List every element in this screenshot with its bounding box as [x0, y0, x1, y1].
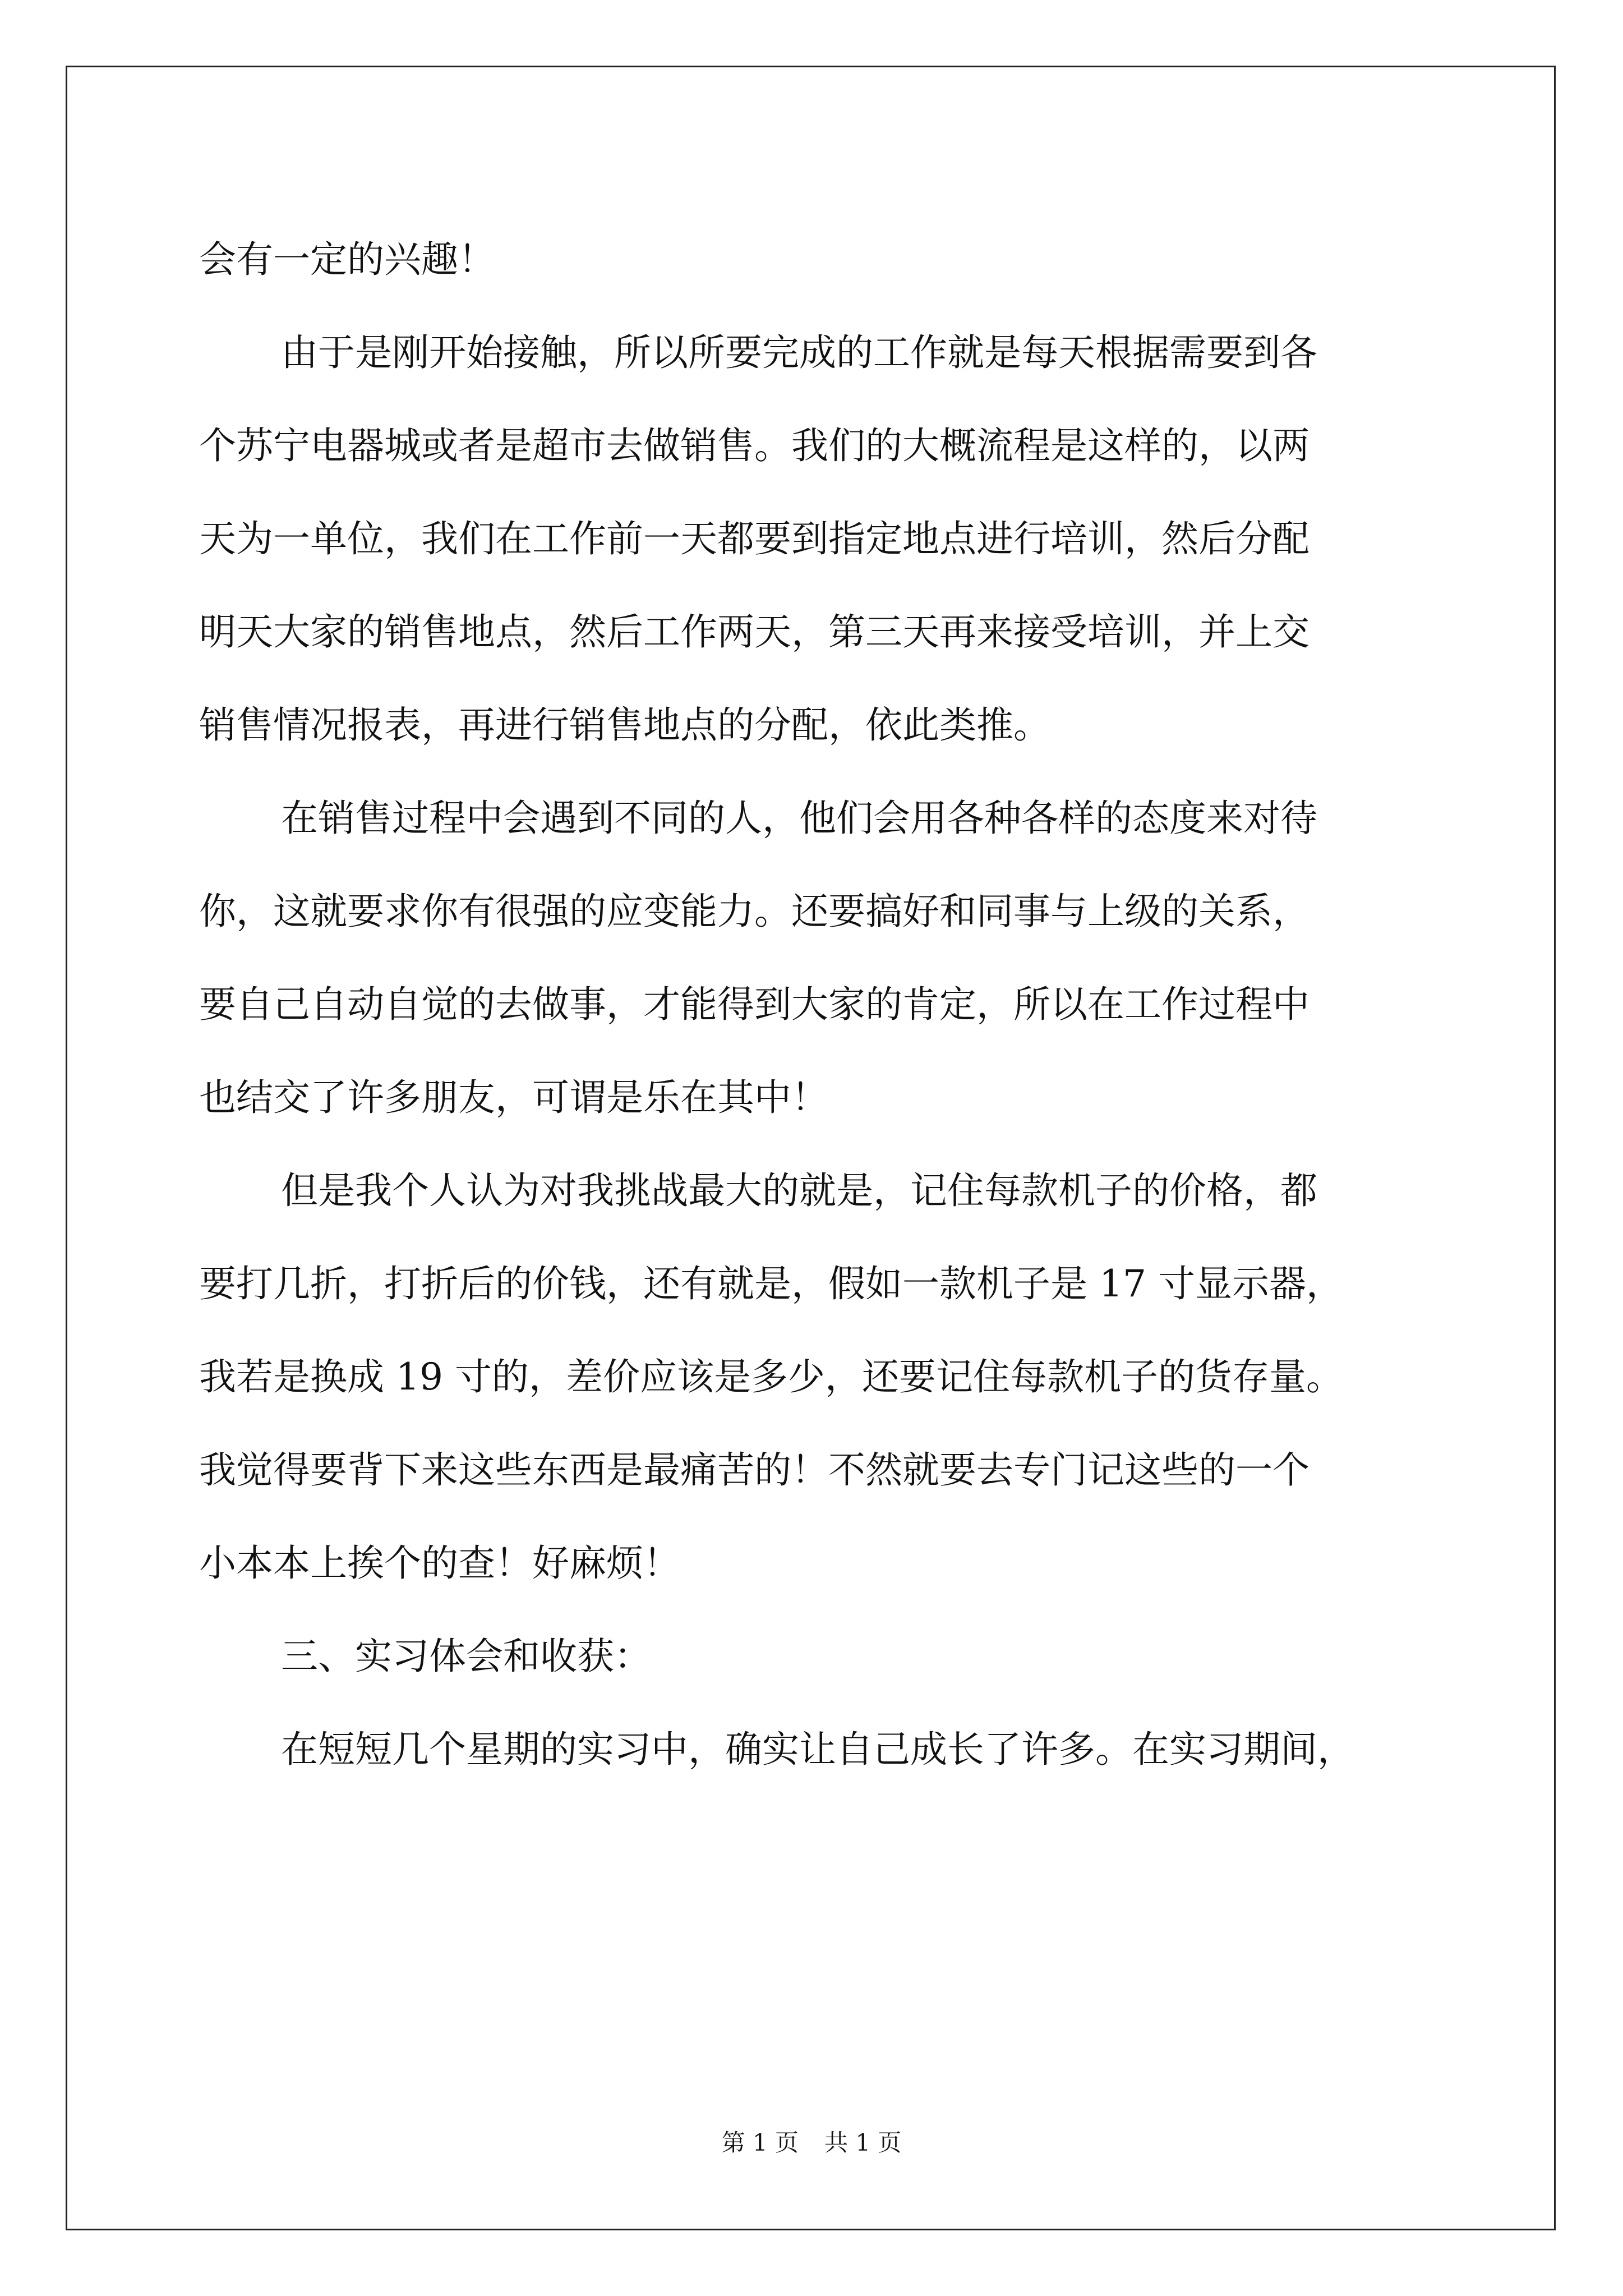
page-total: 共 1 页 — [824, 2129, 902, 2156]
document-body — [199, 213, 1433, 1796]
text-line: 明天大家的销售地点，然后工作两天，第三天再来接受培训，并上交 — [199, 610, 1310, 654]
text-line: 个苏宁电器城或者是超市去做销售。我们的大概流程是这样的，以两 — [199, 424, 1310, 467]
text-line: 在短短几个星期的实习中，确实让自己成长了许多。在实习期间， — [281, 1728, 1354, 1771]
text-line: 要打几折，打折后的价钱，还有就是，假如一款机子是 17 寸显示器， — [199, 1262, 1343, 1305]
text-line: 小本本上挨个的查！好麻烦！ — [199, 1542, 680, 1585]
section-heading: 三、实习体会和收获： — [281, 1635, 651, 1678]
page-footer — [0, 2126, 1623, 2160]
text-line: 但是我个人认为对我挑战最大的就是，记住每款机子的价格，都 — [281, 1169, 1317, 1212]
text-line: 你，这就要求你有很强的应变能力。还要搞好和同事与上级的关系， — [199, 890, 1310, 933]
text-line: 在销售过程中会遇到不同的人，他们会用各种各样的态度来对待 — [281, 797, 1317, 840]
text-line: 我觉得要背下来这些东西是最痛苦的！不然就要去专门记这些的一个 — [199, 1448, 1310, 1492]
text-line: 销售情况报表，再进行销售地点的分配，依此类推。 — [199, 703, 1050, 747]
text-line: 也结交了许多朋友，可谓是乐在其中！ — [199, 1076, 828, 1119]
text-line: 要自己自动自觉的去做事，才能得到大家的肯定，所以在工作过程中 — [199, 983, 1310, 1026]
text-line: 由于是刚开始接触，所以所要完成的工作就是每天根据需要到各 — [281, 331, 1317, 374]
text-line: 天为一单位，我们在工作前一天都要到指定地点进行培训，然后分配 — [199, 517, 1310, 560]
text-line: 我若是换成 19 寸的，差价应该是多少，还要记住每款机子的货存量。 — [199, 1355, 1343, 1398]
page-number: 第 1 页 — [721, 2129, 799, 2156]
text-line: 会有一定的兴趣！ — [199, 238, 495, 281]
